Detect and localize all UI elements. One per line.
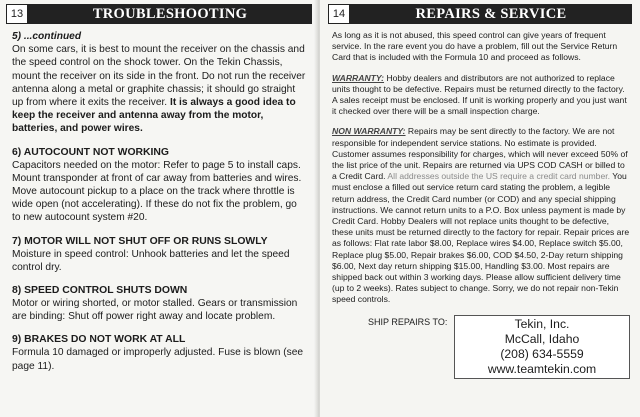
nonwarranty-body-b: You must enclose a filled out service return card stating the problem, a legible return address, the Credit Card number (or COD) and any special shipping instructions. We cannot return units to a P.O. Box unless payment is made by Credit Card. Hobby Dealers will not replace units thought to be defective, these units must be returned directly to the factory for repair. Repair prices are as follows: Flat rate labor $8.00, Replace wires $4.00, Replace switch $5.00, Replace plug $5.00, Repair brakes $6.00, COD $4.50, 2-Day return shipping $6.00, Next day return shipping $15.00, Handling $3.00. Most repairs are shipped back out within 3 working days. Please allow sufficient delivery time (up to 2 weeks). Rates subject to change. Sorry, we do not repair non-Tekin speed controls. bbox=[332, 171, 630, 305]
address-name: Tekin, Inc. bbox=[514, 316, 570, 331]
intro-paragraph: As long as it is not abused, this speed control can give years of frequent service. In the rare event you do have a problem, fill out the Service Return Card that is included with the Formula 10 and proceed as follows. bbox=[332, 30, 618, 63]
right-page bbox=[320, 0, 640, 417]
warranty-label: WARRANTY: bbox=[332, 72, 385, 83]
ship-repairs-label: SHIP REPAIRS TO: bbox=[368, 316, 448, 327]
address-website: www.teamtekin.com bbox=[487, 361, 597, 376]
nonwarranty-body-a: Repairs may be sent directly to the factory. We are not responsible for independent service stations. No estimate is provided. Customer assumes responsibility for charges, which will never exceed 50% of the list price of the unit. Repairs are returned via UPS COD CASH or billed to a Credit Card. bbox=[332, 126, 628, 182]
section-6 bbox=[12, 146, 308, 225]
nonwarranty-credit-note: All addresses outside the US require a credit card number. bbox=[387, 171, 611, 182]
left-page-title: TROUBLESHOOTING bbox=[92, 5, 248, 22]
section-8 bbox=[12, 284, 308, 323]
address-box bbox=[454, 315, 630, 379]
left-page-number: 13 bbox=[6, 4, 28, 24]
right-page-number: 14 bbox=[328, 4, 350, 24]
warranty-body: Hobby dealers and distributors are not authorized to replace units thought to be defective. Repairs must be returned directly to the factory. A sales receipt must be enclosed. If unit is working properly and you just want it checked over there will be a small inspection charge. bbox=[332, 72, 627, 117]
section-5-body: On some cars, it is best to mount the receiver on the chassis and the speed control on the shock tower. On the Tekin Chassis, mount the receiver on its side in the front. Do not run the receiver antenna along a metal or graphite chassis; it should go straight up from where it exits the receiver. bbox=[12, 44, 306, 109]
section-6-title: 6) AUTOCOUNT NOT WORKING bbox=[12, 146, 170, 158]
section-9-body: Formula 10 damaged or improperly adjusted. Fuse is blown (see page 11). bbox=[12, 347, 304, 372]
section-7-title: 7) MOTOR WILL NOT SHUT OFF OR RUNS SLOWLY bbox=[12, 235, 268, 247]
address-phone: (208) 634-5559 bbox=[500, 346, 584, 361]
section-6-body: Capacitors needed on the motor: Refer to page 5 to install caps. Mount transponder at front of car away from batteries and wires. Move autocount pickup to a place on the track where throttle is wide open (not accelerating). If these do not fix the problem, go to new autocount system #20. bbox=[12, 159, 302, 224]
right-page-title: REPAIRS & SERVICE bbox=[415, 5, 567, 22]
section-8-body: Motor or wiring shorted, or motor stalled. Gears or transmission are binding: Shut off power right away and locate problem. bbox=[12, 298, 298, 323]
section-5-tip: It is always a good idea to keep the receiver and antenna away from the motor, batteries, and power wires. bbox=[12, 97, 296, 135]
address-city: McCall, Idaho bbox=[504, 331, 580, 346]
section-7-body: Moisture in speed control: Unhook batteries and let the speed control dry. bbox=[12, 248, 290, 273]
right-column bbox=[332, 30, 630, 395]
left-page bbox=[0, 0, 318, 417]
nonwarranty-label: NON WARRANTY: bbox=[332, 126, 406, 137]
section-9-title: 9) BRAKES DO NOT WORK AT ALL bbox=[12, 334, 186, 346]
section-5 bbox=[12, 30, 308, 136]
nonwarranty-paragraph bbox=[332, 126, 630, 305]
section-9 bbox=[12, 333, 308, 372]
ship-repairs-row bbox=[332, 315, 630, 395]
section-7 bbox=[12, 235, 308, 274]
section-5-continued: 5) ...continued bbox=[12, 31, 82, 42]
left-column bbox=[12, 30, 308, 383]
left-page-header bbox=[6, 4, 312, 24]
warranty-paragraph bbox=[332, 73, 630, 118]
right-page-header bbox=[328, 4, 632, 24]
section-8-title: 8) SPEED CONTROL SHUTS DOWN bbox=[12, 285, 188, 297]
